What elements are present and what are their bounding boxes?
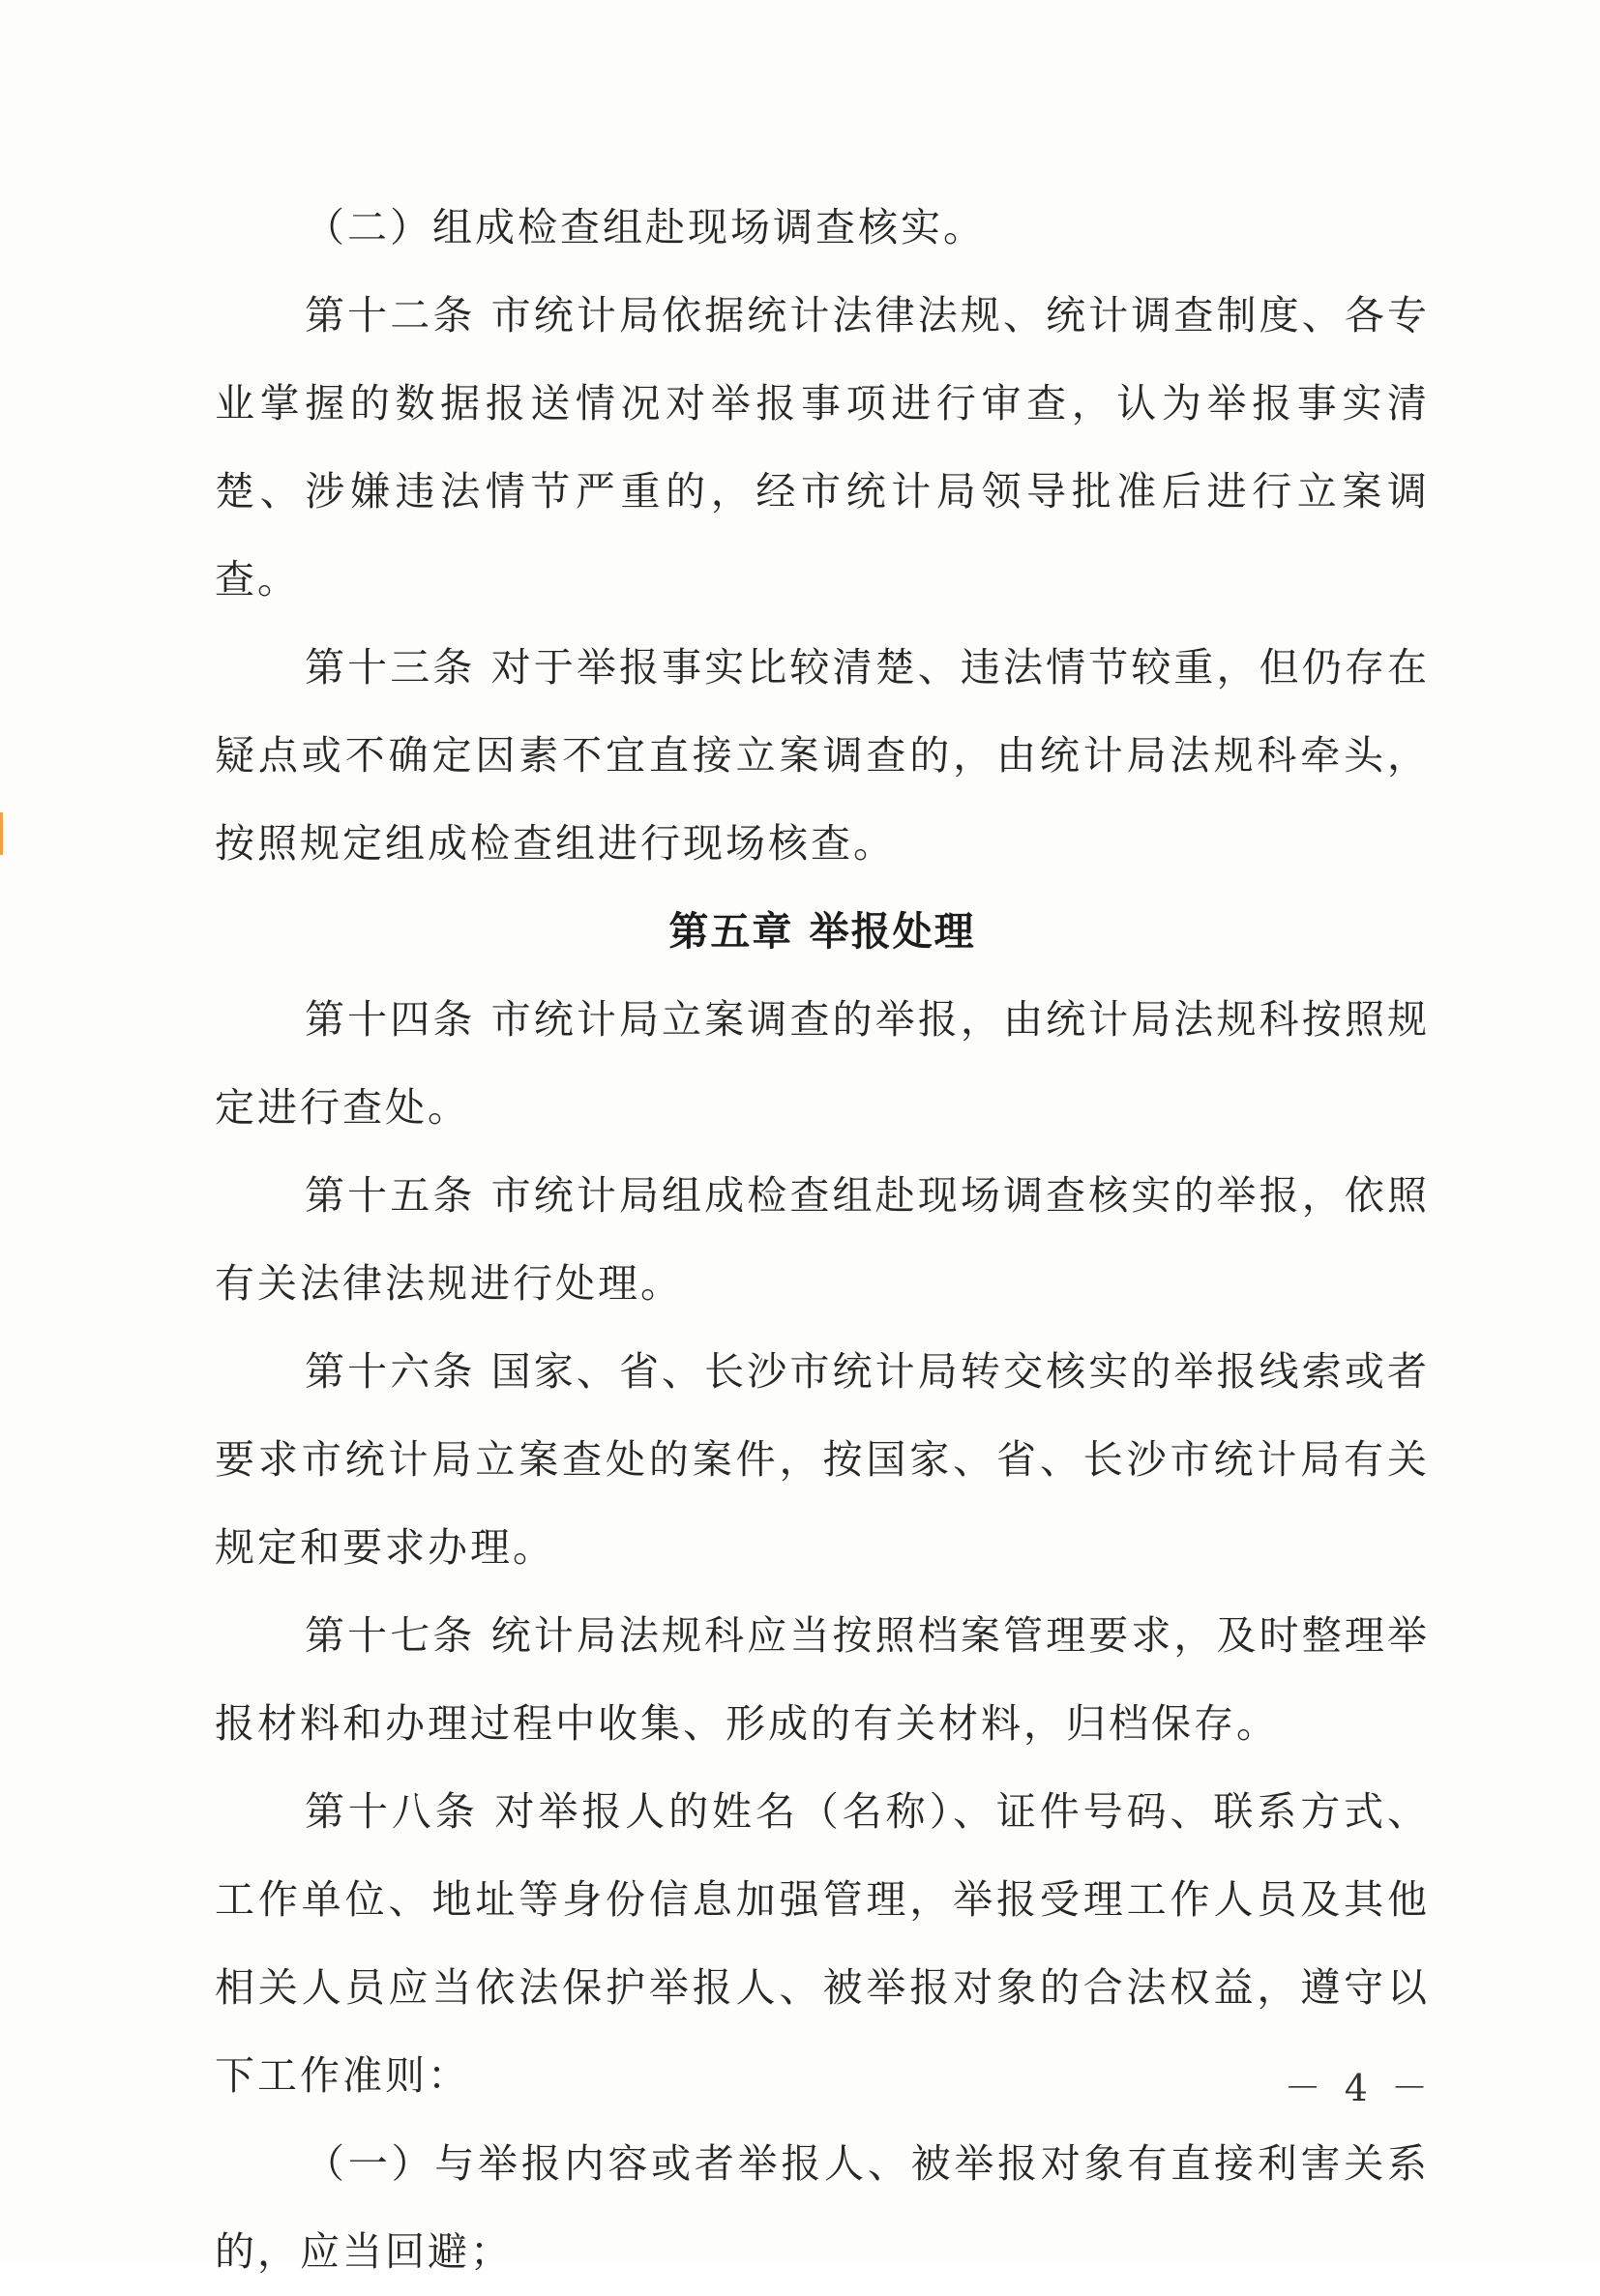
- page-edge-mark: [0, 812, 3, 855]
- article-15: 第十五条 市统计局组成检查组赴现场调查核实的举报，依照有关法律法规进行处理。: [215, 1172, 1430, 1307]
- article-17: 第十七条 统计局法规科应当按照档案管理要求，及时整理举报材料和办理过程中收集、形成的有关材料，归档保存。: [215, 1612, 1430, 1747]
- article-12: 第十二条 市统计局依据统计法律法规、统计调查制度、各专业掌握的数据报送情况对举报事项进行审查，认为举报事实清楚、涉嫌违法情节严重的，经市统计局领导批准后进行立案调查。: [215, 292, 1430, 603]
- paragraph-item-2: （二）组成检查组赴现场调查核实。: [305, 204, 986, 250]
- article-13: 第十三条 对于举报事实比较清楚、违法情节较重，但仍存在疑点或不确定因素不宜直接立案调查的，由统计局法规科牵头，按照规定组成检查组进行现场核查。: [215, 644, 1430, 867]
- article-16: 第十六条 国家、省、长沙市统计局转交核实的举报线索或者要求市统计局立案查处的案件，按国家、省、长沙市统计局有关规定和要求办理。: [215, 1348, 1430, 1571]
- article-18: 第十八条 对举报人的姓名（名称）、证件号码、联系方式、工作单位、地址等身份信息加强管理，举报受理工作人员及其他相关人员应当依法保护举报人、被举报对象的合法权益，遵守以下工作准则：: [215, 1788, 1430, 2099]
- article-18-item-1: （一）与举报内容或者举报人、被举报对象有直接利害关系的，应当回避；: [215, 2140, 1430, 2275]
- page-number: － 4 －: [1284, 2067, 1434, 2109]
- article-14: 第十四条 市统计局立案调查的举报，由统计局法规科按照规定进行查处。: [215, 996, 1430, 1131]
- chapter-title: 第五章 举报处理: [668, 908, 976, 955]
- document-body: [215, 184, 1430, 2296]
